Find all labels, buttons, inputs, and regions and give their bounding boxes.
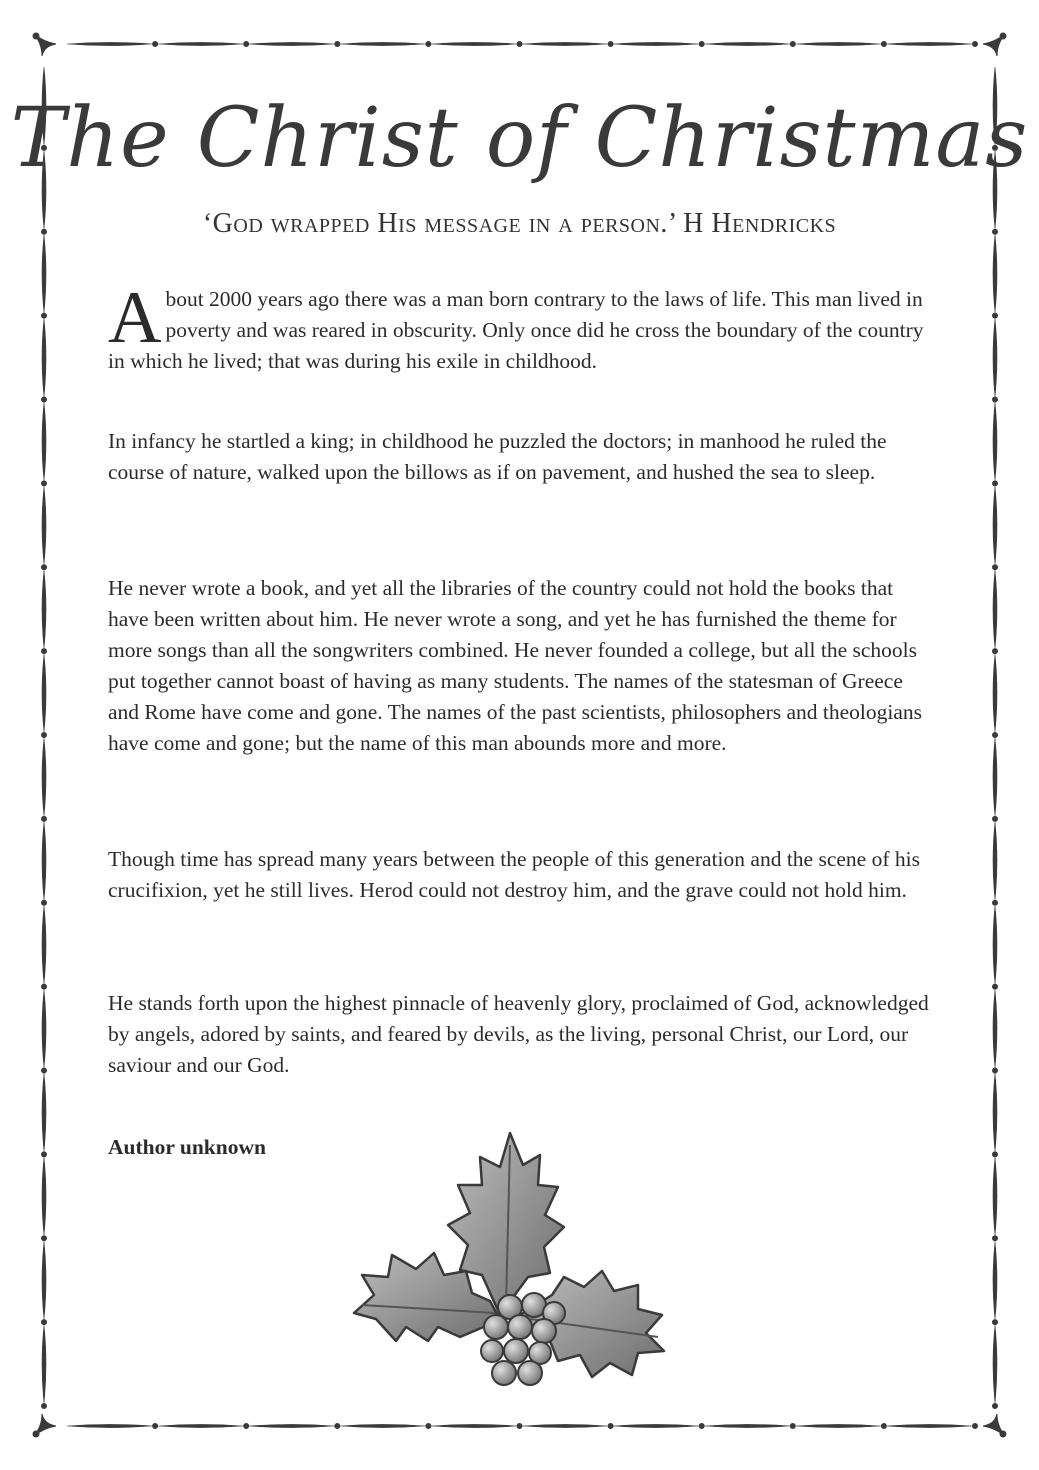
paragraph-4: Though time has spread many years between the people of this generation and the scene of his crucifixion, yet he still lives. Herod could not destroy him, and the grave could not hold him. xyxy=(108,847,920,902)
subtitle-quote: ‘God wrapped His message in a person.’ H Hendricks xyxy=(202,208,837,239)
paragraph-1-text: bout 2000 years ago there was a man born contrary to the laws of life. This man lived in poverty and was reared in obscurity. Only once did he cross the boundary of the country in which he lived; that was during his exile in childhood. xyxy=(108,287,924,373)
author-credit: Author unknown xyxy=(108,1135,266,1159)
paragraph-3: He never wrote a book, and yet all the libraries of the country could not hold the books that have been written about him. He never wrote a song, and yet he has furnished the theme for more songs than all the songwriters combined. He never founded a college, but all the schools put together cannot boast of having as many students. The names of the statesman of Greece and Rome have come and gone. The names of the past scientists, philosophers and theologians have come and gone; but the name of this man abounds more and more. xyxy=(108,576,923,755)
paragraph-2: In infancy he startled a king; in childhood he puzzled the doctors; in manhood he ruled the course of nature, walked upon the billows as if on pavement, and hushed the sea to sleep. xyxy=(108,429,887,484)
paragraph-1 xyxy=(108,277,938,377)
drop-cap: A xyxy=(108,277,162,359)
paragraph-5: He stands forth upon the highest pinnacle of heavenly glory, proclaimed of God, acknowledged by angels, adored by saints, and feared by devils, as the living, personal Christ, our Lord, our saviour and our God. xyxy=(108,991,929,1077)
page-title: The Christ of Christmas xyxy=(10,91,1029,186)
holly-icon xyxy=(340,1105,690,1395)
